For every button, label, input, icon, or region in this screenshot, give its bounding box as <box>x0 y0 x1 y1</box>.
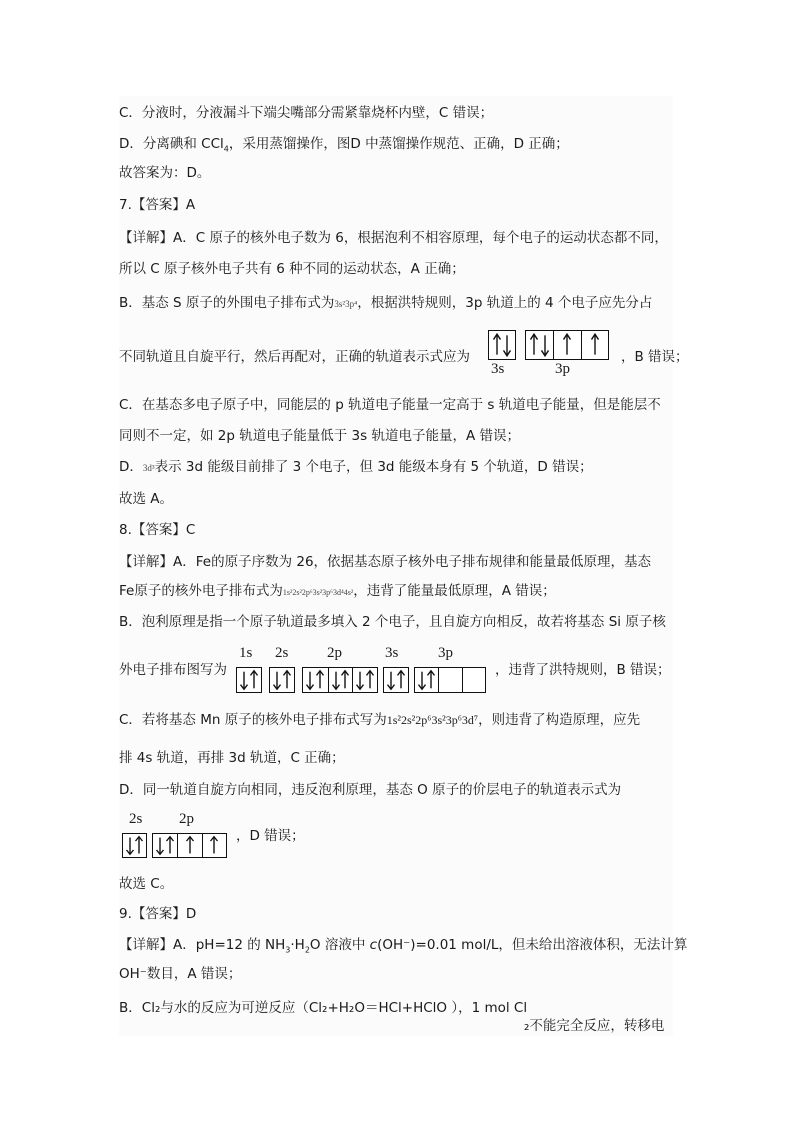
text-line-c-fenye: C．分液时，分液漏斗下端尖嘴部分需紧靠烧杯内壁，C 错误； <box>119 105 494 121</box>
orbital-2p-box <box>302 667 378 693</box>
orbital-cell <box>553 331 580 359</box>
q9-b-line2: ₂不能完全反应，转移电 <box>524 1018 665 1034</box>
orbital-cell <box>237 668 261 692</box>
label-3p: 3p <box>555 361 570 377</box>
q7-d-line: D．3d³表示 3d 能级目前排了 3 个电子，但 3d 能级本身有 5 个轨道，D 错误； <box>119 459 593 475</box>
spin-up-arrow-icon <box>164 834 176 857</box>
q7-answer-heading: 7.【答案】A <box>119 197 196 213</box>
q8-b-line1: B．泡利原理是指一个原子轨道最多填入 2 个电子，且自旋方向相反，故若将基态 Si 原子核 <box>119 614 666 630</box>
label-2p-d: 2p <box>179 811 194 827</box>
orbital-3s-box <box>488 330 516 360</box>
orbital-3p-box <box>525 330 609 360</box>
spin-up-arrow-icon <box>208 834 220 857</box>
spin-down-arrow-icon <box>539 331 551 359</box>
spin-down-arrow-icon <box>501 331 513 359</box>
label-3s: 3s <box>491 361 505 377</box>
text-line-answer-d: 故答案为：D。 <box>119 165 211 181</box>
label-2p: 2p <box>327 645 342 661</box>
label-2s: 2s <box>275 645 289 661</box>
orbital-diagram-q7 <box>485 330 613 380</box>
q7-b-line2-post: ，B 错误； <box>621 349 689 365</box>
q8-a-line1: 【详解】A．Fe的原子序数为 26，依据基态原子核外电子排布规律和能量最低原理，基态 <box>119 554 652 570</box>
orbital-cell <box>153 834 177 857</box>
q8-b-line2-post: ，违背了洪特规则，B 错误； <box>495 662 671 678</box>
label-3s-b: 3s <box>385 645 399 661</box>
spin-up-arrow-icon <box>248 668 260 692</box>
orbital-cell <box>352 668 377 692</box>
q8-b-line2-pre: 外电子排布图写为 <box>119 662 227 678</box>
label-1s: 1s <box>239 645 253 661</box>
orbital-cell <box>202 834 226 857</box>
orbital-3p-box-b <box>414 667 486 693</box>
q8-end: 故选 C。 <box>119 876 174 892</box>
orbital-diagram-q8d <box>119 811 231 861</box>
q9-a-line1: 【详解】A．pH=12 的 $NH_3\cdot H_2O$ 溶液中 c(OH⁻)=0.01 mol/L，但未给出溶液体积，无法计算 <box>119 937 688 955</box>
label-2s-d: 2s <box>129 811 143 827</box>
q7-c-line1: C．在基态多电子原子中，同能层的 p 轨道电子能量一定高于 s 轨道电子能量，但是能层不 <box>119 397 661 413</box>
orbital-diagram-q8b <box>234 643 492 697</box>
orbital-cell <box>489 331 515 359</box>
orbital-2p-box-d <box>152 833 227 858</box>
spin-up-arrow-icon <box>133 834 145 857</box>
q7-a-line2: 所以 C 原子核外电子共有 6 种不同的运动状态，A 正确； <box>119 261 465 277</box>
spin-up-arrow-icon <box>561 331 573 359</box>
orbital-cell <box>328 668 353 692</box>
orbital-cell <box>462 668 485 692</box>
spin-up-arrow-icon <box>425 668 437 692</box>
orbital-cell <box>270 668 294 692</box>
q7-c-line2: 同则不一定，如 2p 轨道电子能量低于 3s 轨道电子能量，A 错误； <box>119 428 520 444</box>
q8-c-line1: C．若将基态 Mn 原子的核外电子排布式写为1s²2s²2p⁶3s²3p⁶3d⁷，则违背了构造原理，应先 <box>119 712 641 728</box>
q8-d-line1: D．同一轨道自旋方向相同，违反泡利原理，基态 O 原子的价层电子的轨道表示式为 <box>119 782 622 798</box>
orbital-cell <box>581 331 608 359</box>
label-3p-b: 3p <box>438 645 453 661</box>
orbital-2s-box-d <box>122 833 147 858</box>
orbital-cell <box>123 834 146 857</box>
q7-end: 故选 A。 <box>119 491 174 507</box>
orbital-cell <box>415 668 438 692</box>
spin-up-arrow-icon <box>314 668 326 692</box>
spin-up-arrow-icon <box>339 668 351 692</box>
q9-answer-heading: 9.【答案】D <box>119 906 197 922</box>
orbital-1s-box <box>236 667 262 693</box>
q8-answer-heading: 8.【答案】C <box>119 522 196 538</box>
spin-up-arrow-icon <box>589 331 601 359</box>
orbital-cell <box>526 331 553 359</box>
q7-b-line2-pre: 不同轨道且自旋平行，然后再配对，正确的轨道表示式应为 <box>119 349 470 365</box>
q9-a-line2: OH⁻数目，A 错误； <box>119 966 242 982</box>
spin-up-arrow-icon <box>364 668 376 692</box>
text-line-d-ccl4: D．分离碘和 CCl$_4$，采用蒸馏操作，图D 中蒸馏操作规范、正确，D 正确； <box>119 136 569 154</box>
q7-b-line1: B．基态 S 原子的外围电子排布式为3s²3p⁴，根据洪特规则，3p 轨道上的 4 个电子应先分占 <box>119 295 653 311</box>
orbital-cell <box>384 668 408 692</box>
q9-b-line1: B．Cl₂与水的反应为可逆反应（Cl₂+H₂O＝HCl+HClO ），1 mol Cl <box>119 1000 528 1016</box>
q7-a-line1: 【详解】A．C 原子的核外电子数为 6，根据泡利不相容原理，每个电子的运动状态都不同， <box>119 230 668 246</box>
q8-d-line2-post: ，D 错误； <box>236 828 305 844</box>
spin-up-arrow-icon <box>281 668 293 692</box>
orbital-cell <box>438 668 461 692</box>
q8-a-line2: Fe原子的核外电子排布式为1s²2s²2p⁶3s²3p⁶3d⁴4s²，违背了能量最低原理，A 错误； <box>119 583 556 599</box>
q8-c-line2: 排 4s 轨道，再排 3d 轨道，C 正确； <box>119 750 345 766</box>
spin-up-arrow-icon <box>184 834 196 857</box>
spin-up-arrow-icon <box>395 668 407 692</box>
orbital-cell <box>303 668 328 692</box>
orbital-3s-box-b <box>383 667 409 693</box>
orbital-cell <box>177 834 201 857</box>
orbital-2s-box <box>269 667 295 693</box>
